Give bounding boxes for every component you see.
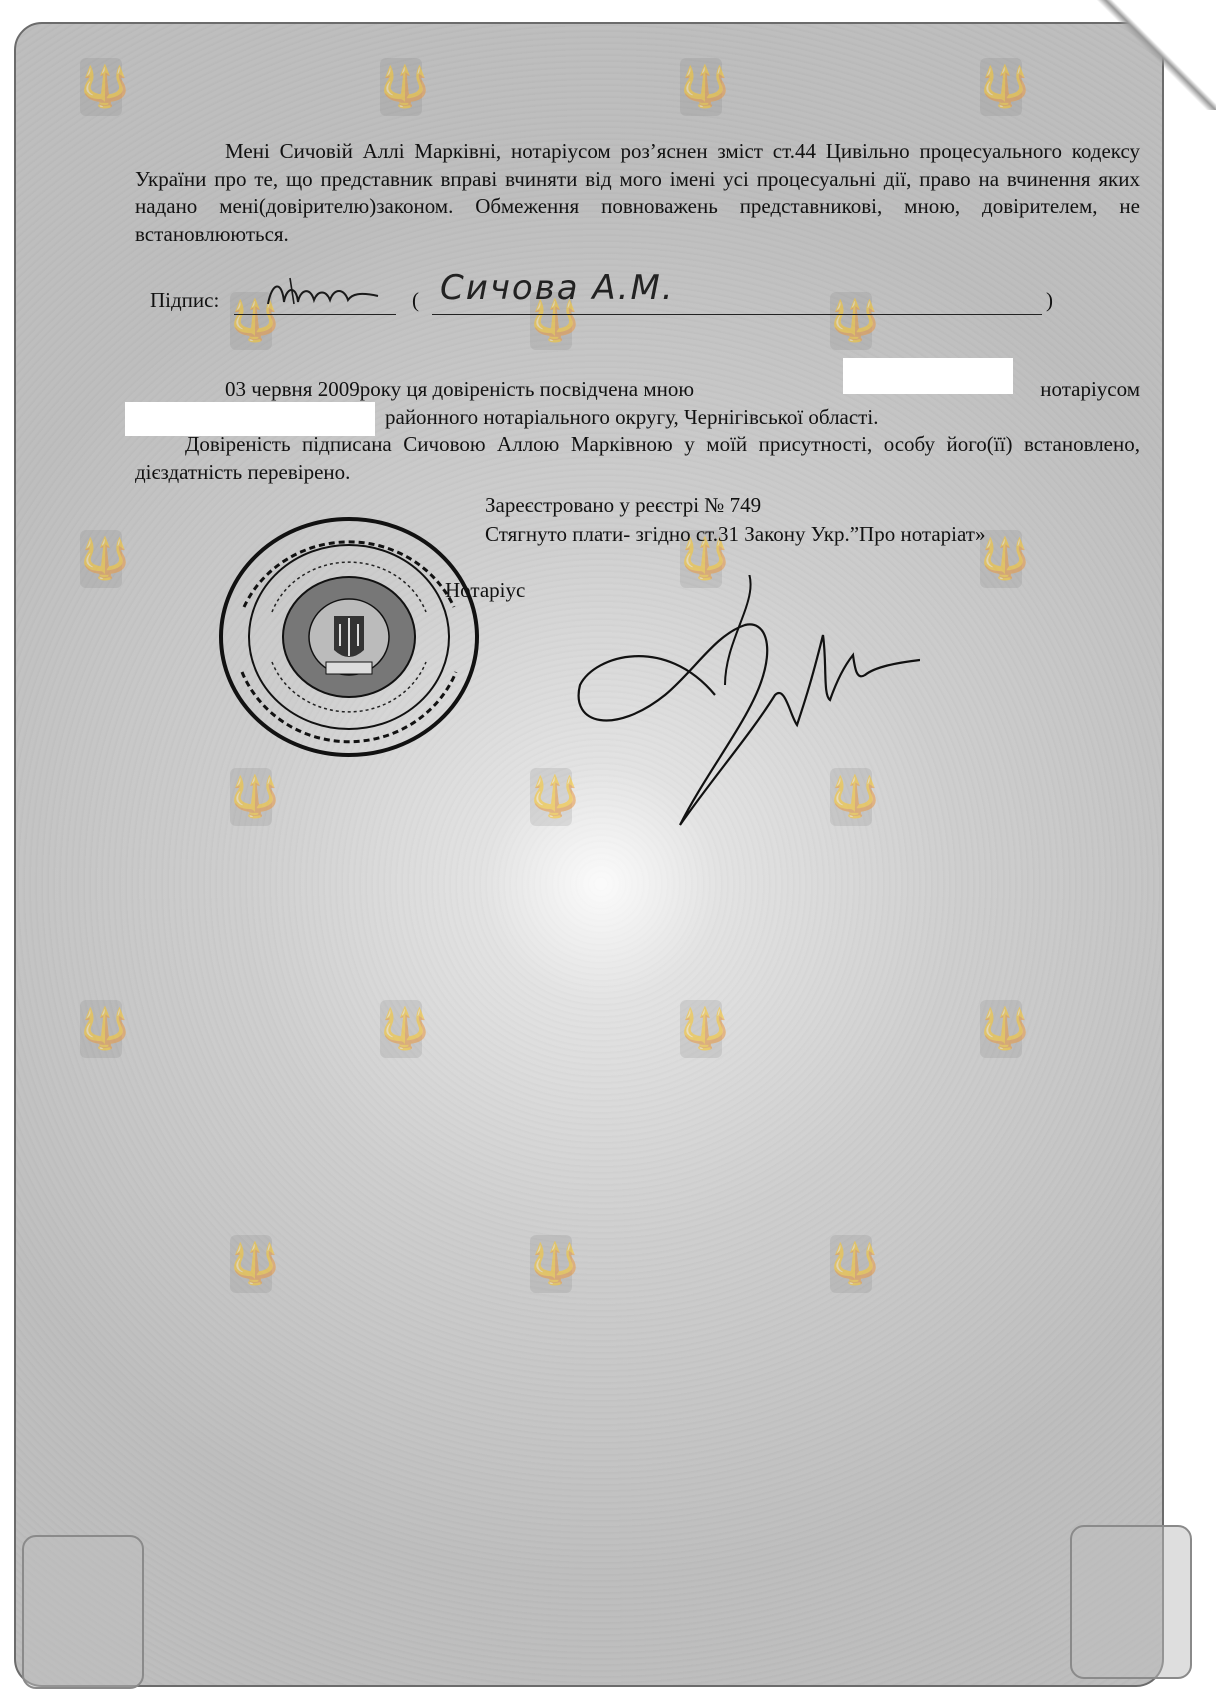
signature-label: Підпис: [150, 288, 220, 312]
trident-watermark-icon: 🔱 [230, 292, 272, 350]
notary-seal [214, 512, 484, 762]
trident-watermark-icon: 🔱 [80, 530, 122, 588]
trident-watermark-icon: 🔱 [830, 1235, 872, 1293]
explanation-paragraph: Мені Сичовій Аллі Марківні, нотаріусом роз’яснен зміст ст.44 Цивільно процесуального кодексу України про те, що представник вправі вчиняти від мого імені усі процесуальні дії, право на вчинення яких надано мені(довірителю)законом. Обмеження повноважень представникові, мною, довірителем, не встановлюються. [135, 139, 1140, 246]
signature-paren-open: ( [412, 288, 419, 312]
notary-label: Нотаріус [445, 578, 526, 602]
trident-watermark-icon: 🔱 [980, 1000, 1022, 1058]
registry-number: Зареєстровано у реєстрі № 749 [485, 493, 762, 517]
trident-watermark-icon: 🔱 [380, 1000, 422, 1058]
trident-watermark-icon: 🔱 [680, 530, 722, 588]
signature-underline [234, 314, 396, 315]
redaction-box [843, 358, 1013, 394]
notary-signature [575, 575, 920, 830]
certification-line2-end: районного нотаріального округу, Чернігівської області. [385, 404, 879, 429]
trident-watermark-icon: 🔱 [830, 768, 872, 826]
trident-watermark-icon: 🔱 [680, 58, 722, 116]
handwritten-signature [260, 274, 390, 314]
trident-watermark-icon: 🔱 [830, 292, 872, 350]
signature-paren-close: ) [1046, 288, 1053, 312]
certification-line1-end: нотаріусом [1040, 377, 1140, 401]
trident-watermark-icon: 🔱 [980, 530, 1022, 588]
trident-watermark-icon: 🔱 [80, 1000, 122, 1058]
trident-watermark-icon: 🔱 [980, 58, 1022, 116]
trident-watermark-icon: 🔱 [530, 1235, 572, 1293]
certification-line1-start: 03 червня 2009року ця довіреність посвідчена мною [225, 377, 695, 401]
signed-presence-paragraph: Довіреність підписана Сичовою Аллою Марківною у моїй присутності, особу його(її) встановлено, дієздатність перевірено. [135, 432, 1140, 484]
trident-watermark-icon: 🔱 [680, 1000, 722, 1058]
handwritten-name: Сичова А.М. [440, 268, 675, 308]
trident-watermark-icon: 🔱 [380, 58, 422, 116]
folded-corner [1096, 0, 1216, 110]
trident-watermark-icon: 🔱 [530, 768, 572, 826]
trident-watermark-icon: 🔱 [230, 1235, 272, 1293]
signature-line [150, 268, 1053, 318]
signature-name-underline [432, 314, 1042, 315]
registry-block [485, 491, 985, 549]
trident-watermark-icon: 🔱 [80, 58, 122, 116]
corner-security-box [22, 1535, 144, 1689]
fee-note: Стягнуто плати- згідно ст.31 Закону Укр.”Про нотаріат» [485, 522, 986, 546]
corner-security-box [1070, 1525, 1192, 1679]
trident-watermark-icon: 🔱 [230, 768, 272, 826]
trident-watermark-icon: 🔱 [530, 292, 572, 350]
